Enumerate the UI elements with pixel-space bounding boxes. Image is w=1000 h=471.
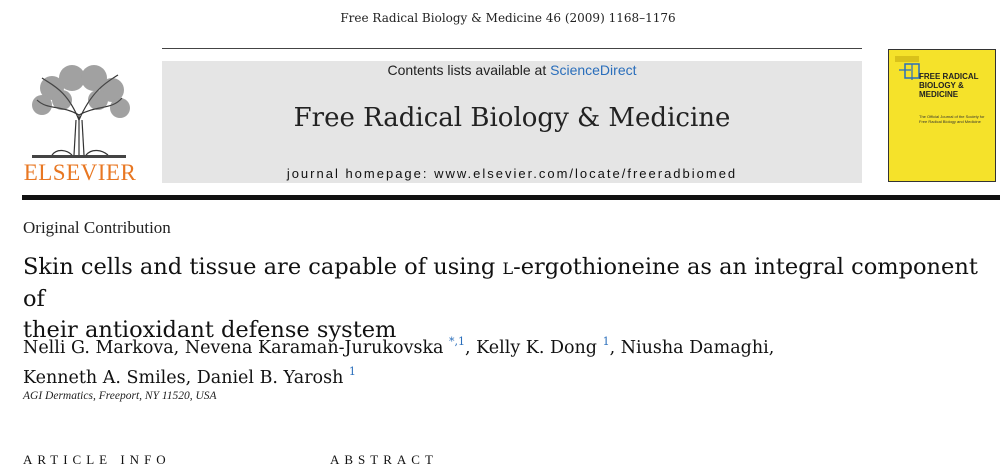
journal-homepage[interactable]: journal homepage: www.elsevier.com/locate/freeradbiomed [286,166,738,181]
author-name[interactable]: Nevena Karaman-Jurukovska [184,338,450,358]
cover-title: FREE RADICAL BIOLOGY & MEDICINE [919,72,979,99]
contents-prefix: Contents lists available at [387,62,551,78]
author-line-1 [23,330,983,360]
title-part-1: Skin cells and tissue are capable of using [23,254,503,280]
header-divider [162,48,862,49]
author-footnote-marker[interactable]: 1 [602,335,610,348]
abstract-heading: ABSTRACT [330,452,438,467]
author-footnote-marker[interactable]: 1 [348,365,356,378]
journal-reference: Free Radical Biology & Medicine 46 (2009) 1168–1176 [340,11,676,25]
publisher-name: ELSEVIER [23,160,137,185]
title-smallcap: L [502,259,514,278]
author-list [23,330,983,390]
author-name[interactable]: Nelli G. Markova, [23,338,185,358]
article-info-heading: ARTICLE INFO [23,452,171,467]
author-footnote-marker[interactable]: *,1 [449,335,466,348]
author-name[interactable]: Kenneth A. Smiles, Daniel B. Yarosh [23,368,349,388]
author-name[interactable]: , Niusha Damaghi, [609,338,775,358]
header-thick-rule [22,195,1000,200]
sciencedirect-link[interactable]: ScienceDirect [550,62,637,78]
journal-cover[interactable] [888,49,996,182]
author-line-2 [23,360,983,390]
author-affiliation: AGI Dermatics, Freeport, NY 11520, USA [23,390,217,402]
contents-line [162,62,862,78]
author-name[interactable]: , Kelly K. Dong [465,338,603,358]
journal-title: Free Radical Biology & Medicine [293,103,731,133]
title-part-2: -ergothioneine as an integral component of their antioxidant defense system [23,254,978,343]
article-section: Original Contribution [23,218,171,237]
cover-subtitle: The Official Journal of the Society for Free Radical Biology and Medicine [919,114,985,124]
